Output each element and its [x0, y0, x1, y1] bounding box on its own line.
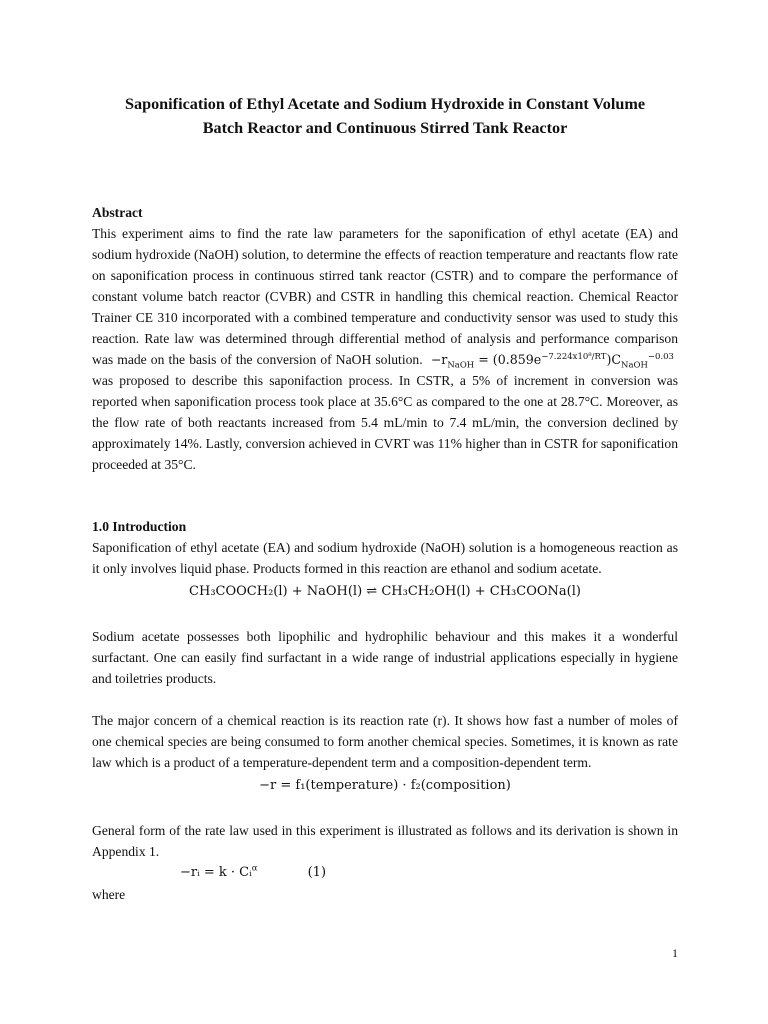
rate-conc-exp: −0.03 — [647, 351, 674, 362]
document-page — [92, 92, 678, 905]
where-text: where — [92, 887, 126, 902]
rate-lhs-sub: NaOH — [447, 360, 475, 371]
rate-conc-sub: NaOH — [621, 360, 648, 371]
rate-lhs: −r — [430, 352, 448, 367]
intro-paragraph-2: Sodium acetate possesses both lipophilic and hydrophilic behaviour and this makes it a wonderful surfactant. One can easily find surfactant in a wide range of industrial applications especially in hygiene and toiletries products. — [92, 629, 678, 686]
abstract-section — [92, 202, 678, 475]
reaction-equation: CH₃COOCH₂(l) + NaOH(l) ⇌ CH₃CH₂OH(l) + CH₃COONa(l) — [189, 584, 581, 599]
abstract-heading: Abstract — [92, 205, 143, 220]
abstract-text-1: This experiment aims to find the rate law parameters for the saponification of ethyl acetate (EA) and sodium hydroxide (NaOH) solution, to determine the effects of reaction temperature and reactants flow rate on saponification process in continuous stirred tank reactor (CSTR) and to compare the performance of constant volume batch reactor (CVBR) and CSTR in handling this chemical reaction. Chemical Reactor Trainer CE 310 incorporated with a combined temperature and conductivity sensor was used to study this reaction. Rate law was determined through differential method of analysis and performance comparison was made on the basis of the conversion of NaOH solution. — [92, 226, 678, 367]
title-line-2: Batch Reactor and Continuous Stirred Tank Reactor — [202, 119, 568, 137]
rate-exp: −7.224x10⁸/RT — [541, 351, 607, 362]
equation-1-body: −rᵢ = k · Cᵢ — [180, 865, 252, 880]
paper-title — [92, 92, 678, 140]
general-rate-equation: −r = f₁(temperature) · f₂(composition) — [259, 778, 511, 793]
intro-paragraph-3: The major concern of a chemical reaction is its reaction rate (r). It shows how fast a number of moles of one chemical species are being consumed to form another chemical species. Sometimes, it is known as rate law which is a product of a temperature-dependent term and a composition-dependent term. — [92, 713, 678, 770]
title-line-1: Saponification of Ethyl Acetate and Sodium Hydroxide in Constant Volume — [124, 95, 646, 113]
intro-paragraph-1: Saponification of ethyl acetate (EA) and sodium hydroxide (NaOH) solution is a homogeneous reaction as it only involves liquid phase. Products formed in this reaction are ethanol and sodium acetate. — [92, 540, 678, 576]
equation-1 — [92, 862, 678, 884]
intro-heading: 1.0 Introduction — [92, 519, 187, 534]
rate-conc: C — [611, 352, 622, 367]
equation-1-exp: α — [251, 863, 258, 874]
equation-1-number: (1) — [307, 865, 327, 880]
introduction-section — [92, 516, 678, 905]
abstract-paragraph — [92, 223, 678, 475]
rate-law-equation: $-r_{NaOH} = (0.859e^{-7.224x10^8/RT})C_{NaOH}^{-0.03}$ — [430, 351, 674, 371]
page-number: 1 — [672, 946, 678, 960]
abstract-text-2: was proposed to describe this saponifaction process. In CSTR, a 5% of increment in conversion was reported when saponification process took place at 35.6°C as compared to the one at 28.7°C. Moreover, as the flow rate of both reactants increased from 5.4 mL/min to 7.4 mL/min, the conversion declined by approximately 14%. Lastly, conversion achieved in CVRT was 11% higher than in CSTR for saponification proceeded at 35°C. — [92, 373, 678, 472]
rate-coef: 0.859e — [497, 352, 542, 367]
intro-paragraph-4: General form of the rate law used in this experiment is illustrated as follows and its derivation is shown in Appendix 1. — [92, 823, 678, 859]
